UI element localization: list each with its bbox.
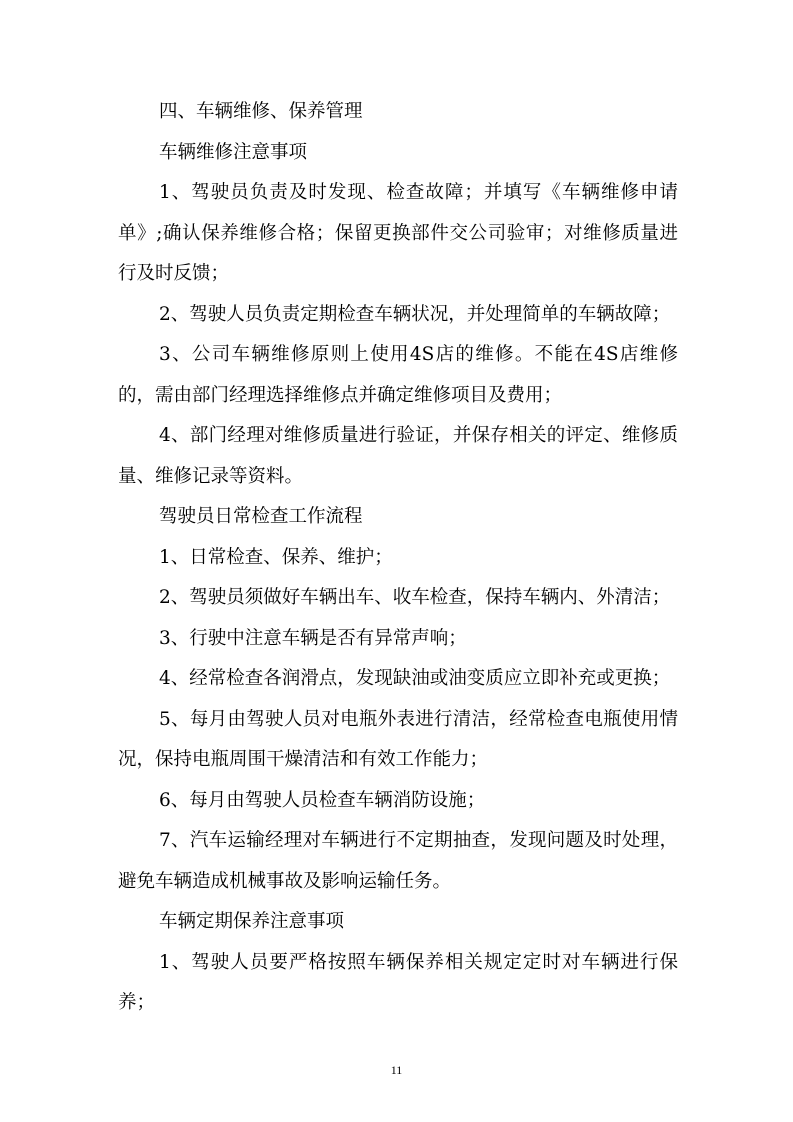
paragraph: 1、驾驶员负责及时发现、检查故障；并填写《车辆维修申请单》;确认保养维修合格；保留更换部件交公司验审；对维修质量进行及时反馈；: [118, 182, 678, 284]
subsection-heading-maintenance-notes: 车辆维修注意事项: [159, 141, 308, 163]
paragraph: 4、经常检查各润滑点，发现缺油或油变质应立即补充或更换；: [159, 668, 671, 689]
paragraph: 1、驾驶人员要严格按照车辆保养相关规定定时对车辆进行保养；: [118, 951, 678, 1013]
document-body: [118, 92, 678, 1024]
paragraph: 5、每月由驾驶人员对电瓶外表进行清洁，经常检查电瓶使用情况，保持电瓶周围干燥清洁和有效工作能力；: [118, 708, 678, 770]
paragraph: 6、每月由驾驶人员检查车辆消防设施；: [159, 789, 486, 811]
section-heading: 四、车辆维修、保养管理: [159, 101, 363, 122]
paragraph: 7、汽车运输经理对车辆进行不定期抽查，发现问题及时处理，避免车辆造成机械事故及影响运输任务。: [118, 830, 678, 892]
paragraph: 4、部门经理对维修质量进行验证，并保存相关的评定、维修质量、维修记录等资料。: [118, 425, 678, 487]
paragraph: 3、公司车辆维修原则上使用4S店的维修。不能在4S店维修的，需由部门经理选择维修点并确定维修项目及费用；: [118, 344, 678, 406]
page-number: 11: [390, 1063, 403, 1077]
subsection-heading-periodic-maintenance: 车辆定期保养注意事项: [159, 911, 345, 932]
paragraph: 2、驾驶人员负责定期检查车辆状况，并处理简单的车辆故障；: [159, 303, 671, 325]
subsection-heading-daily-check: 驾驶员日常检查工作流程: [159, 506, 363, 527]
paragraph: 3、行驶中注意车辆是否有异常声响；: [159, 627, 467, 649]
paragraph: 2、驾驶员须做好车辆出车、收车检查，保持车辆内、外清洁；: [159, 587, 671, 608]
paragraph: 1、日常检查、保养、维护；: [159, 546, 393, 568]
